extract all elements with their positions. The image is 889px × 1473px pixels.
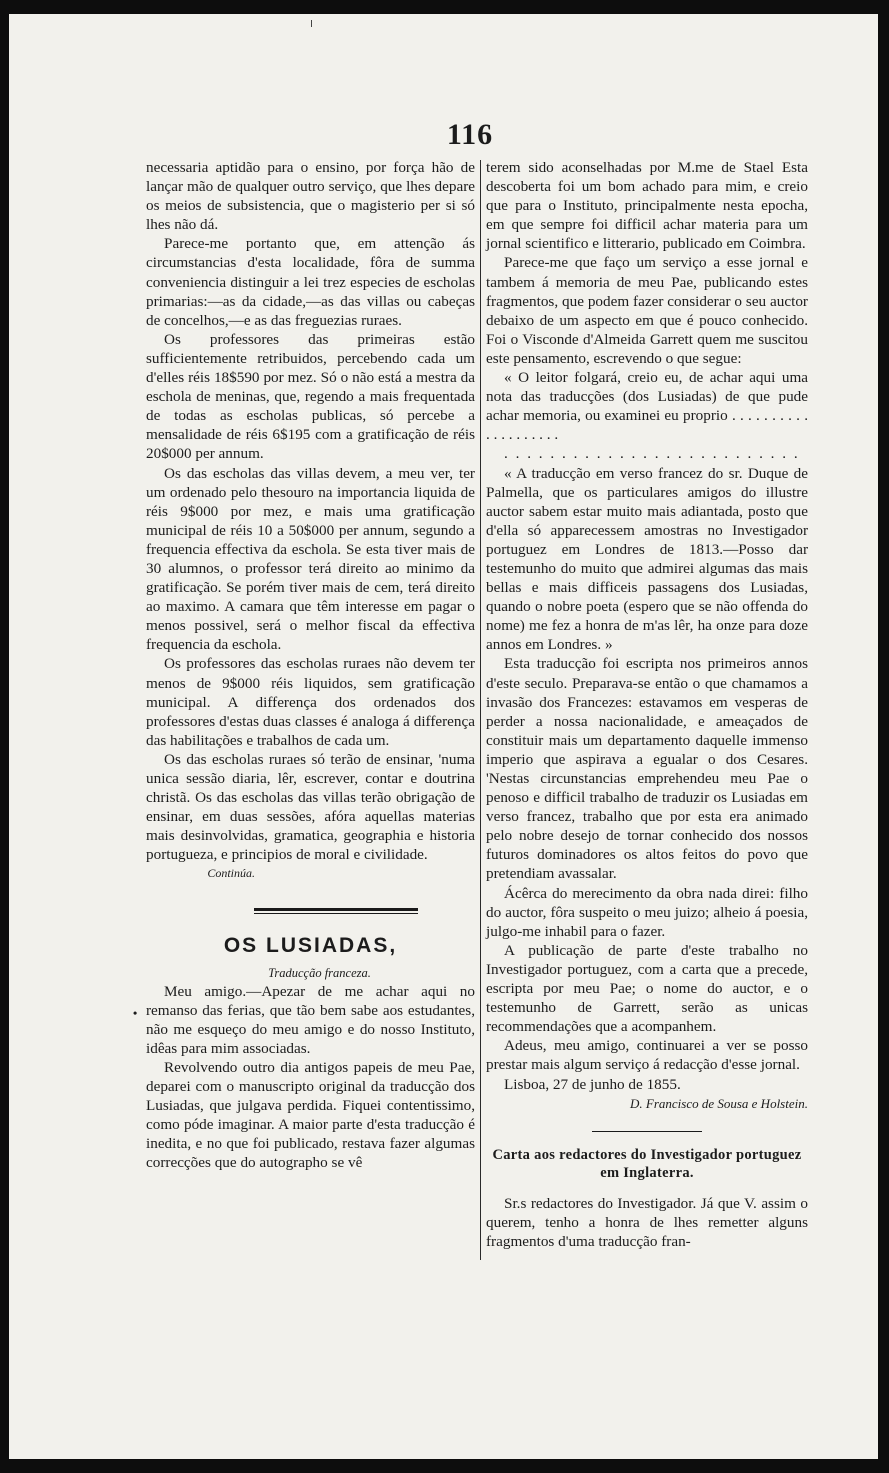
margin-mark: • [133, 1006, 138, 1020]
paragraph: Parece-me que faço um serviço a esse jornal e tambem á memoria de meu Pae, publicando estes fragmentos, que podem fazer considerar o seu auctor debaixo de um aspecto em que é pouco conhecido. Foi o Visconde d'Almeida Garrett quem me suscitou este pensamento, escrevendo o que segue: [486, 254, 808, 367]
paragraph: Os professores das escholas ruraes não devem ter menos de 9$000 réis liquidos, sem gratificação municipal. A differença dos ordenados dos professores d'estas duas classes é analoga á differença das habilitações e trabalhos de cada um. [146, 655, 475, 749]
paragraph: « A traducção em verso francez do sr. Duque de Palmella, que os particulares amigos do illustre auctor sabem estar muito mais adiantada, posto que d'ella só apparecessem amostras no Investigador portuguez em Londres de 1813.—Posso dar testemunho do muito que admirei algumas das mais bellas e mais difficeis passagens dos Lusiadas, quando o nobre poeta (espero que se não offenda do nome) me fez a honra de m'as lêr, ha onze para doze annos em Londres. » [486, 464, 808, 654]
scan-border-bottom [0, 1459, 889, 1473]
paragraph: Meu amigo.—Apezar de me achar aqui no remanso das ferias, que tão bem sabe aos estudantes, não me esqueço do meu amigo e do nosso Instituto, idêas para mim associadas. [146, 982, 475, 1057]
section-title: OS LUSIADAS, [223, 934, 398, 958]
separator-rule [592, 1131, 702, 1132]
section-rule-thick [254, 908, 418, 911]
paragraph: terem sido aconselhadas por M.me de Stael Esta descoberta foi um bom achado para mim, e creio que para o Instituto, principalmente nesta epocha, em que sempre foi difficil achar materia para um jornal scientifico e litterario, publicado em Coimbra. [486, 159, 808, 253]
scan-border-left [0, 0, 9, 1473]
letter-heading: Carta aos redactores do Investigador portuguez em Inglaterra. [492, 1146, 802, 1181]
paragraph: Esta traducção foi escripta nos primeiros annos d'este seculo. Preparava-se então o que chamamos a invasão dos Francezes: estavamos em vesperas de perder a nossa nacionalidade, e ameaçados de constituir mais um departamento daquelle immenso imperio que aspirava a egualar o dos Cesares. 'Nestas circunstancias emprehendeu meu Pae o penoso e difficil trabalho de traduzir os Lusiadas em verso francez, trabalho que por esta era animado pelo nobre desejo de tornar conhecido dos nossos futuros dominadores os altos feitos do povo que pretendiam avassalar. [486, 655, 808, 883]
right-column [486, 158, 808, 1251]
paragraph: Os professores das primeiras estão sufficientemente retribuidos, percebendo cada um d'elles réis 18$590 por mez. Só o não está a mestra da eschola de meninas, que, regendo a mais frequentada de todas as escholas publicas, só percebe a mensalidade de réis 6$195 com a gratificação de réis 20$000 per annum. [146, 330, 475, 463]
paragraph: Sr.s redactores do Investigador. Já que V. assim o querem, tenho a honra de lhes remetter alguns fragmentos d'uma traducção fran- [486, 1194, 808, 1250]
ellipsis-line: . . . . . . . . . . . . . . . . . . . . . . . . . . [504, 445, 800, 463]
paragraph: Ácêrca do merecimento da obra nada direi: filho do auctor, fôra suspeito o meu juizo; alheio á poesia, julgo-me inhabil para o fazer. [486, 884, 808, 940]
continua-note: Continúa. [207, 866, 255, 881]
paragraph: A publicação de parte d'este trabalho no Investigador portuguez, com a carta que a precede, escripta por meu Pae; o nome do auctor, e o testemunho de Garrett, serão as unicas recommendações que a acompanhem. [486, 941, 808, 1036]
paragraph: Os das escholas das villas devem, a meu ver, ter um ordenado pelo thesouro na importancia liquida de réis 9$000 por mez, e mais uma gratificação municipal de réis 10 a 50$000 per annum, segundo a frequencia effectiva da eschola. Se esta tiver mais de 30 alumnos, o professor terá direito ao minimo da gratificação. Se porém tiver mais de cem, terá direito ao maximo. A camara que têm interesse em pagar o menos possivel, será o melhor fiscal da effectiva frequencia da eschola. [146, 464, 475, 654]
scan-border-top [0, 0, 889, 14]
signature: D. Francisco de Sousa e Holstein. [629, 1095, 808, 1111]
paragraph: « O leitor folgará, creio eu, de achar aqui uma nota das traducções (dos Lusiadas) de que pude achar memoria, ou examinei eu proprio . . . . . . . . . . . . . . . . . . . . [486, 369, 808, 444]
scan-border-right [878, 0, 889, 1473]
paragraph: Lisboa, 27 de junho de 1855. [504, 1075, 681, 1093]
column-divider [480, 160, 481, 1260]
paragraph: Revolvendo outro dia antigos papeis de meu Pae, deparei com o manuscripto original da traducção dos Lusiadas, que julgava perdida. Fiquei contentissimo, como póde imaginar. A maior parte d'esta traducção é inedita, e no que foi publicado, restava fazer algumas correcções que do autographo se vê [146, 1058, 475, 1172]
scan-mark [311, 20, 312, 27]
paragraph: necessaria aptidão para o ensino, por força hão de lançar mão de qualquer outro serviço, que lhes depare os meios de subsistencia, que o magisterio per si só lhes não dá. [146, 159, 475, 234]
section-subtitle: Traducção franceza. [268, 965, 371, 980]
paragraph: Os das escholas ruraes só terão de ensinar, 'numa unica sessão diaria, lêr, escrever, contar e doutrina christã. Os das escholas das villas terão obrigação de ensinar, em duas sessões, afóra aquellas materias mais desinvolvidas, gramatica, geographia e historia portugueza, e principios de moral e civilidade. [146, 750, 475, 864]
section-rule-thin [254, 913, 418, 914]
paragraph: Parece-me portanto que, em attenção ás circumstancias d'esta localidade, fôra de summa conveniencia distinguir a lei trez especies de escholas primarias:—as da cidade,—as das villas ou cabeças de concelhos,—e as das freguezias ruraes. [146, 235, 475, 329]
left-column [146, 158, 475, 1173]
page-number: 116 [446, 118, 494, 151]
paragraph: Adeus, meu amigo, continuarei a ver se posso prestar mais algum serviço á redacção d'esse jornal. [486, 1037, 808, 1074]
